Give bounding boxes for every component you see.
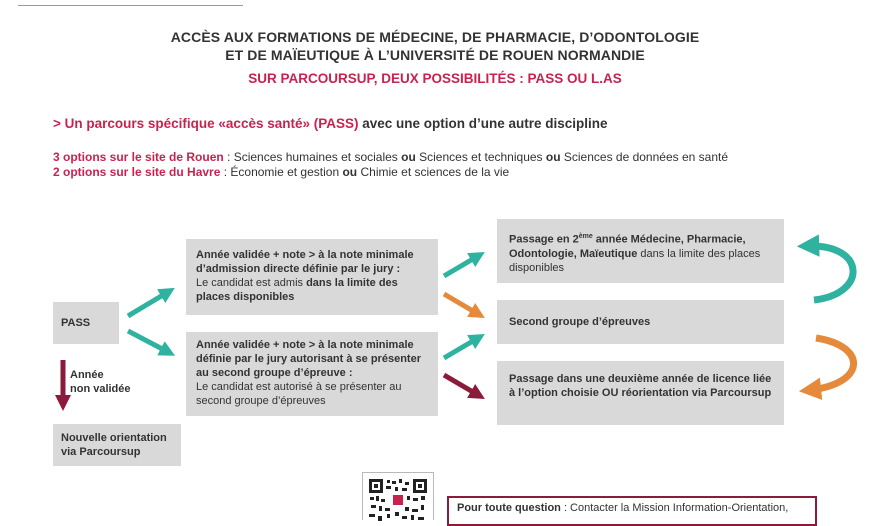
second-cond-text: Le candidat est autorisé à se présenter au second groupe d’épreuves <box>196 381 402 407</box>
non-validated-line-1: Année <box>70 369 104 381</box>
rouen-option-a: : Sciences humaines et sociales <box>223 150 402 164</box>
box-second-group: Second groupe d’épreuves <box>497 300 784 344</box>
arrow-condition-to-second-group <box>444 338 478 358</box>
passage2-a: Passage en 2 <box>509 233 579 246</box>
passage2-c: dans la limite des places disponibles <box>509 247 761 274</box>
rouen-or-2: ou <box>545 150 561 164</box>
passage2-sup: ème <box>578 233 593 240</box>
havre-option-a: : Économie et gestion <box>220 165 343 179</box>
qr-code-icon <box>369 479 427 521</box>
curved-arrow-teal <box>808 246 853 300</box>
admit-bold: dans la limite des places disponibles <box>196 277 398 303</box>
admit-title: Année validée + note > à la note minimale d’admission directe définie par le jury : <box>196 249 414 275</box>
arrow-condition-to-licence <box>444 375 478 395</box>
rouen-option-c: Sciences de données en santé <box>560 150 729 164</box>
contact-text: : Contacter la Mission Information-Orientation, <box>560 502 789 514</box>
page-title-line-2: ET DE MAÏEUTIQUE À L’UNIVERSITÉ DE ROUEN NORMANDIE <box>225 47 645 63</box>
second-cond-title: Année validée + note > à la note minimale définie par le jury autorisant à se présenter au second groupe d’épreuve : <box>196 339 421 379</box>
havre-label: 2 options sur le site du Havre <box>53 165 221 179</box>
contact-label: Pour toute question <box>457 502 561 514</box>
rouen-label: 3 options sur le site de Rouen <box>53 150 224 164</box>
box-new-orientation: Nouvelle orientation via Parcoursup <box>53 424 181 466</box>
rouen-or-1: ou <box>401 150 416 164</box>
box-direct-admission <box>186 239 438 315</box>
qr-code[interactable] <box>362 472 434 520</box>
admit-text: Le candidat est admis <box>196 277 307 289</box>
pass-intro-highlight: > Un parcours spécifique «accès santé» (PASS) <box>53 116 359 131</box>
non-validated-label <box>70 368 131 396</box>
curved-arrow-orange <box>810 338 854 390</box>
rouen-option-b: Sciences et techniques <box>415 150 546 164</box>
non-validated-line-2: non validée <box>70 383 131 395</box>
passage2-b: année Médecine, Pharmacie, Odontologie, Maïeutique <box>509 233 746 260</box>
arrow-pass-to-second-condition <box>128 331 168 352</box>
arrow-admit-to-second-group <box>444 294 478 314</box>
page-title-line-1: ACCÈS AUX FORMATIONS DE MÉDECINE, DE PHARMACIE, D’ODONTOLOGIE <box>170 29 700 45</box>
box-second-group-condition <box>186 332 438 416</box>
pass-intro-rest: avec une option d’une autre discipline <box>358 116 608 131</box>
box-second-year-passage <box>497 219 784 283</box>
havre-option-b: Chimie et sciences de la vie <box>357 165 510 179</box>
page-subtitle: SUR PARCOURSUP, DEUX POSSIBILITÉS : PASS OU L.AS <box>248 71 622 86</box>
arrow-admit-to-year2 <box>444 256 478 276</box>
box-licence-passage: Passage dans une deuxième année de licence liée à l’option choisie OU réorientation via Parcoursup <box>497 361 784 425</box>
havre-or: ou <box>342 165 358 179</box>
box-pass: PASS <box>53 302 119 344</box>
contact-box <box>447 496 817 526</box>
arrow-pass-to-admit <box>128 292 168 316</box>
